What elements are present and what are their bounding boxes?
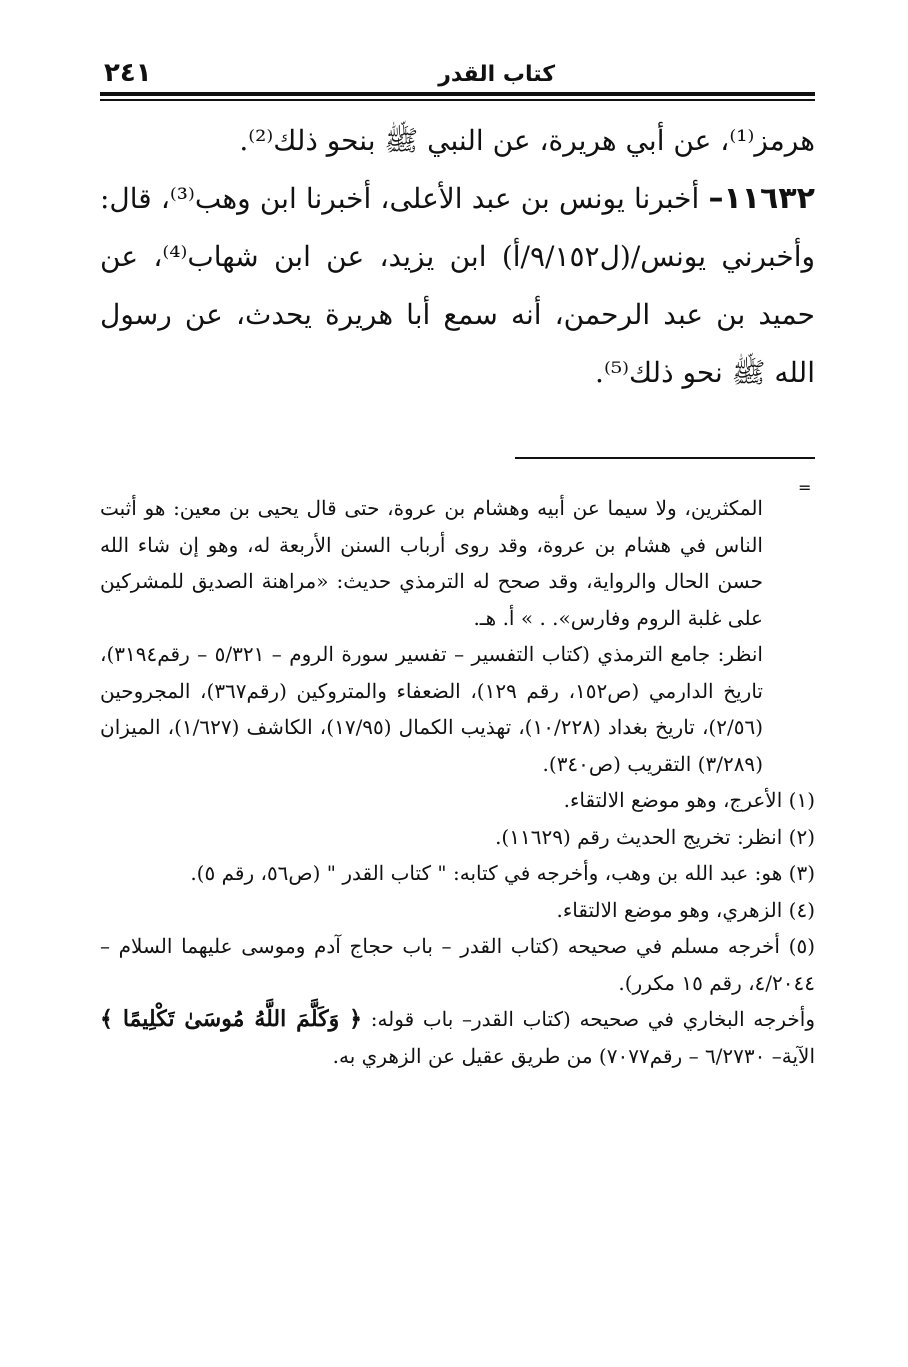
page-header <box>100 52 815 98</box>
continuation-mark: = <box>798 478 812 497</box>
header-rule-thick <box>100 92 815 96</box>
footnote-2: (٢) انظر: تخريج الحديث رقم (١١٦٢٩). <box>495 824 815 849</box>
footnotes <box>100 490 815 1074</box>
header-rule-thin <box>100 99 815 101</box>
hadith-number: ١١٦٣٢– <box>708 181 815 216</box>
footnote-4: (٤) الزهري، وهو موضع الالتقاء. <box>556 897 815 922</box>
footnote-5: (٥) أخرجه مسلم في صحيحه (كتاب القدر – باب حجاج آدم وموسى عليهما السلام – ٤/٢٠٤٤، رقم ١٥ مكرر). <box>100 934 815 995</box>
main-text <box>100 112 815 402</box>
footnote-5-tail-b: الآية– ٦/٢٧٣٠ – رقم٧٠٧٧) من طريق عقيل عن الزهري به. <box>332 1043 815 1068</box>
quran-verse: ﴿ وَكَلَّمَ اللَّهُ مُوسَىٰ تَكْلِيمًا ﴾ <box>100 1006 363 1032</box>
footnote-5-continued <box>100 1001 815 1074</box>
main-paragraph-1: هرمز⁽¹⁾، عن أبي هريرة، عن النبي ﷺ بنحو ذلك⁽²⁾. <box>239 124 815 157</box>
page-number: ٢٤١ <box>104 58 152 88</box>
footnote-continued-text: المكثرين، ولا سيما عن أبيه وهشام بن عروة، حتى قال يحيى بن معين: هو أثبت الناس في هشام بن عروة، وقد روى أرباب السنن الأربعة له، وهو إن شاء الله حسن الحال والرواية، وقد صحح له الترمذي حديث: «مراهنة الصديق للمشركين على غلبة الروم وفارس». . » أ. هـ. <box>100 496 763 630</box>
footnote-3: (٣) هو: عبد الله بن وهب، وأخرجه في كتابه: " كتاب القدر " (ص٥٦، رقم ٥). <box>190 861 815 885</box>
footnote-1: (١) الأعرج، وهو موضع الالتقاء. <box>563 788 815 812</box>
footnote-separator <box>515 457 815 459</box>
footnote-5-tail-a: وأخرجه البخاري في صحيحه (كتاب القدر– باب قوله: <box>362 1007 815 1031</box>
footnote-continued-refs: انظر: جامع الترمذي (كتاب التفسير – تفسير سورة الروم – ٥/٣٢١ – رقم٣١٩٤)، تاريخ الدارمي (ص١٥٢، رقم ١٢٩)، الضعفاء والمتروكين (رقم٣٦٧)، المجروحين (٢/٥٦)، تاريخ بغداد (١٠/٢٢٨)، تهذيب الكمال (١٧/٩٥)، الكاشف (١/٦٢٧)، الميزان (٣/٢٨٩) التقريب (ص٣٤٠). <box>100 642 763 776</box>
hadith-text: أخبرنا يونس بن عبد الأعلى، أخبرنا ابن وهب⁽³⁾، قال: وأخبرني يونس/(ل٩/١٥٢/أ) ابن يزيد، عن ابن شهاب⁽⁴⁾، عن حميد بن عبد الرحمن، أنه سمع أبا هريرة يحدث، عن رسول الله ﷺ نحو ذلك⁽⁵⁾. <box>100 182 815 389</box>
running-title: كتاب القدر <box>438 62 555 87</box>
main-paragraph-2 <box>100 170 815 402</box>
